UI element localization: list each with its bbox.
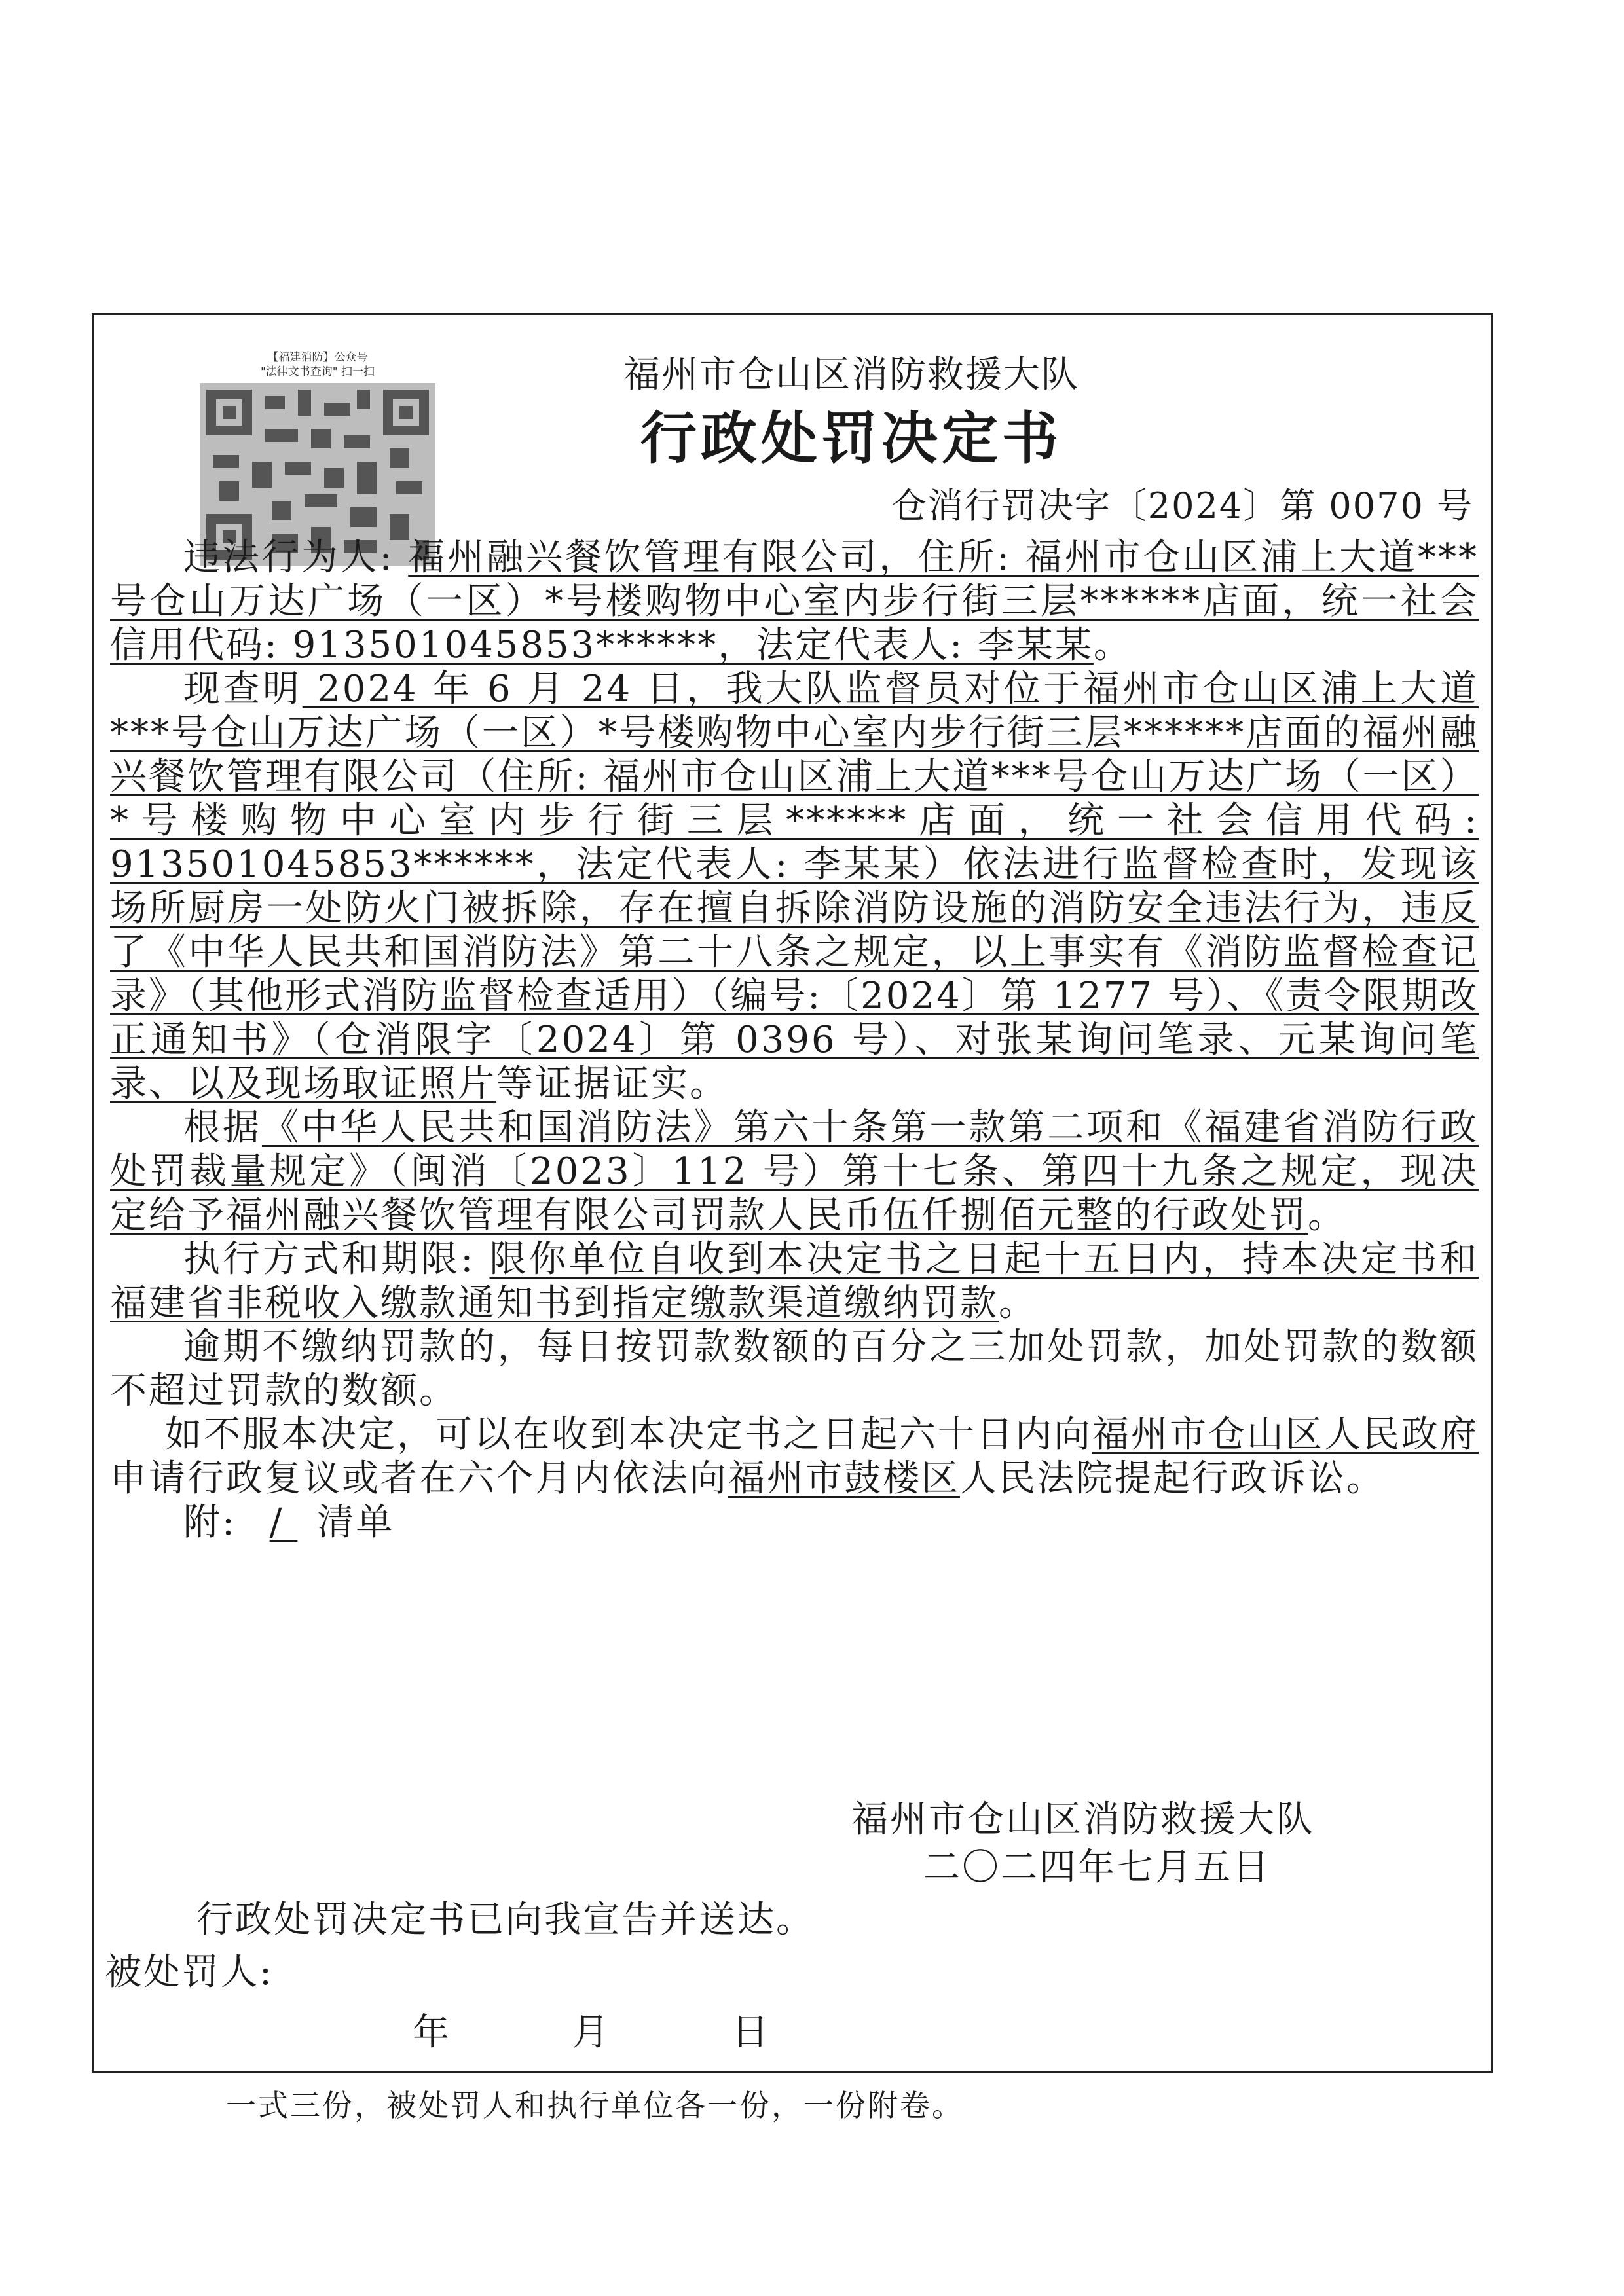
signature-org: 福州市仓山区消防救援大队 [851,1798,1315,1841]
paragraph-attachment: 附: / 清单 [183,1501,395,1544]
copies-footnote: 一式三份，被处罚人和执行单位各一份，一份附卷。 [226,2088,964,2123]
paragraph-basis: 根据《中华人民共和国消防法》第六十条第一款第二项和《福建省消防行政处罚裁量规定》（闽消〔2023〕112 号）第十七条、第四十九条之规定，现决定给予福州融兴餐饮管理有限公司罚款人民币伍仟捌佰元整的行政处罚。 [110,1106,1479,1237]
paragraph-findings: 现查明 2024 年 6 月 24 日，我大队监督员对位于福州市仓山区浦上大道***号仓山万达广场（一区）*号楼购物中心室内步行街三层******店面的福州融兴餐饮管理有限公司（住所: 福州市仓山区浦上大道***号仓山万达广场（一区）*号楼购物中心室内步行街三层******店面，统一社会信用代码: 913501045853******，法定代表人: 李某某）依法进行监督检查时，发现该场所厨房一处防火门被拆除，存在擅自拆除消防设施的消防安全违法行为，违反了《中华人民共和国消防法》第二十八条之规定，以上事实有《消防监督检查记录》（其他形式消防监督检查适用）（编号:〔2024〕第 1277 号）、《责令限期改正通知书》（仓消限字〔2024〕第 0396 号）、对张某询问笔录、元某询问笔录、以及现场取证照片等证据证实。 [110,668,1479,1105]
document-number: 仓消行罚决字〔2024〕第 0070 号 [891,485,1473,526]
violator-details: 福州融兴餐饮管理有限公司，住所: 福州市仓山区浦上大道***号仓山万达广场（一区）*号楼购物中心室内步行街三层******店面，统一社会信用代码: 913501045853******，法定代表人: 李某某 [110,536,1479,666]
punished-party-label: 被处罚人: [105,1951,274,1994]
findings-details: 2024 年 6 月 24 日，我大队监督员对位于福州市仓山区浦上大道***号仓山万达广场（一区）*号楼购物中心室内步行街三层******店面的福州融兴餐饮管理有限公司（住所: 福州市仓山区浦上大道***号仓山万达广场（一区）*号楼购物中心室内步行街三层******店面，统一社会信用代码: 913501045853******，法定代表人: 李某某）依法进行监督检查时，发现该场所厨房一处防火门被拆除，存在擅自拆除消防设施的消防安全违法行为，违反了《中华人民共和国消防法》第二十八条之规定，以上事实有《消防监督检查记录》（其他形式消防监督检查适用）（编号:〔2024〕第 1277 号）、《责令限期改正通知书》（仓消限字〔2024〕第 0396 号）、对张某询问笔录、元某询问笔录、以及现场取证照片 [110,668,1479,1105]
paragraph-violator: 违法行为人: 福州融兴餐饮管理有限公司，住所: 福州市仓山区浦上大道***号仓山万达广场（一区）*号楼购物中心室内步行街三层******店面，统一社会信用代码: 913501045853******，法定代表人: 李某某。 [110,536,1479,666]
year-label: 年 [413,2011,449,2054]
review-authority: 福州市仓山区人民政府 [1092,1413,1479,1456]
basis-details: 《中华人民共和国消防法》第六十条第一款第二项和《福建省消防行政处罚裁量规定》（闽消〔2023〕112 号）第十七条、第四十九条之规定，现决定给予福州融兴餐饮管理有限公司罚款人民币伍仟捌佰元整的行政处罚 [110,1106,1479,1237]
paragraph-execution: 执行方式和期限: 限你单位自收到本决定书之日起十五日内，持本决定书和福建省非税收入缴款通知书到指定缴款渠道缴纳罚款。 [110,1238,1479,1324]
day-label: 日 [731,2011,769,2054]
qr-caption-line1: 【福建消防】公众号 [267,351,368,364]
paragraph-overdue: 逾期不缴纳罚款的，每日按罚款数额的百分之三加处罚款，加处罚款的数额不超过罚款的数额。 [110,1326,1479,1412]
page-title: 行政处罚决定书 [640,406,1062,471]
month-label: 月 [572,2011,609,2054]
attachment-value: / [269,1501,298,1544]
document-body [110,536,1479,1544]
served-statement: 行政处罚决定书已向我宣告并送达。 [196,1899,815,1941]
court-name: 福州市鼓楼区 [728,1457,960,1500]
qr-caption-line2: "法律文书查询" 扫一扫 [260,365,375,378]
paragraph-appeal: 如不服本决定，可以在收到本决定书之日起六十日内向福州市仓山区人民政府申请行政复议或者在六个月内依法向福州市鼓楼区人民法院提起行政诉讼。 [110,1413,1479,1500]
execution-details: 限你单位自收到本决定书之日起十五日内，持本决定书和福建省非税收入缴款通知书到指定缴款渠道缴纳罚款 [110,1238,1479,1324]
issuing-org: 福州市仓山区消防救援大队 [623,354,1079,396]
receipt-date [413,2003,769,2056]
signature-date: 二〇二四年七月五日 [923,1846,1271,1889]
